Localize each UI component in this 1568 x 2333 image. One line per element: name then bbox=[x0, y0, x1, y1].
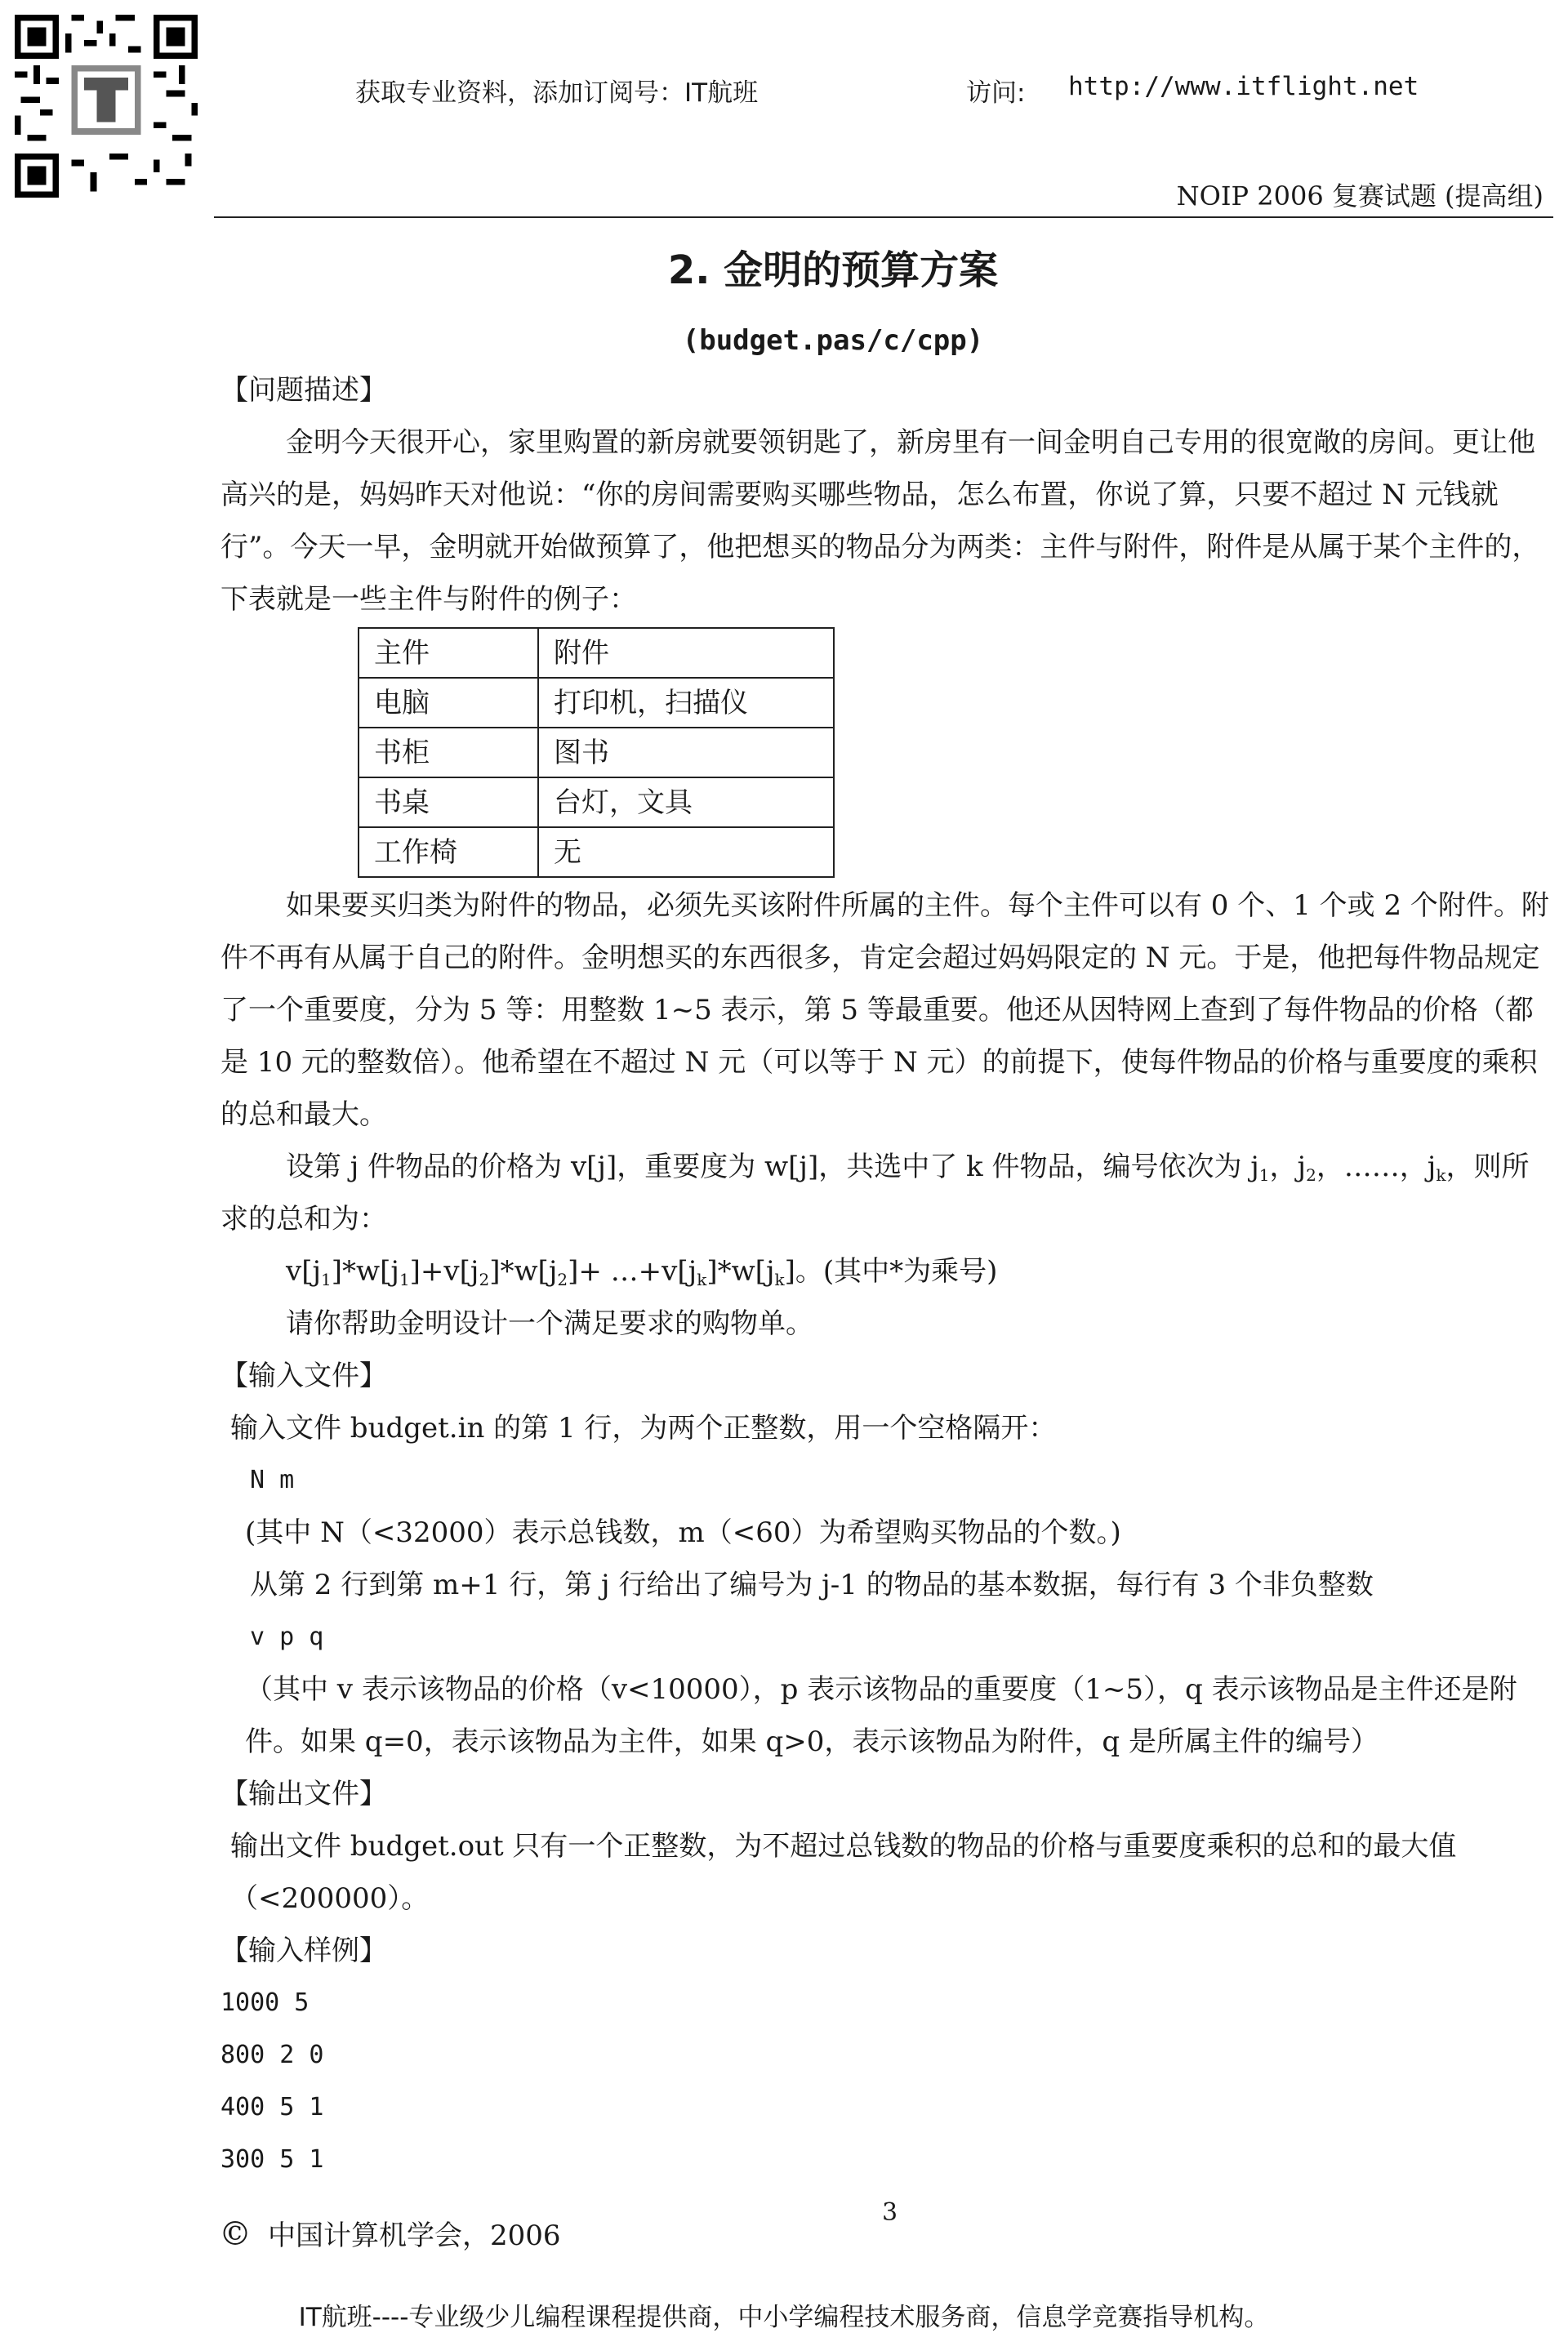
table-cell: 电脑 bbox=[359, 678, 538, 728]
input-line-1: 输入文件 budget.in 的第 1 行，为两个正整数，用一个空格隔开： bbox=[230, 1412, 1057, 1445]
header-contest-title: NOIP 2006 复赛试题 (提高组) bbox=[1176, 180, 1544, 211]
qr-code-image bbox=[15, 15, 198, 198]
description-paragraph-1: 金明今天很开心，家里购置的新房就要领钥匙了，新房里有一间金明自己专用的很宽敞的房间。更让他高兴的是，妈妈昨天对他说：“你的房间需要购买哪些物品，怎么布置，你说了算，只要不超过 N 元钱就行”。今天一早，金明就开始做预算了，他把想买的物品分为两类：主件与附件，附件是从属于某个主件的，下表就是一些主件与附件的例子： bbox=[220, 426, 1540, 616]
text-segment: ，则所求的总和为： bbox=[220, 1151, 1530, 1236]
subscript: 1 bbox=[1258, 1165, 1270, 1185]
example-table bbox=[358, 627, 835, 878]
table-cell: 书柜 bbox=[359, 728, 538, 777]
problem-body bbox=[220, 364, 1552, 2186]
header-visit-label: 访问: bbox=[966, 78, 1026, 108]
text-segment: ]*w[j bbox=[706, 1255, 775, 1288]
copyright-notice bbox=[219, 2213, 561, 2253]
table-cell: 工作椅 bbox=[359, 827, 538, 877]
input-line-6: （其中 v 表示该物品的价格（v<10000），p 表示该物品的重要度（1~5），q 表示该物品是主件还是附件。如果 q=0，表示该物品为主件，如果 q>0，表示该物品为附件，q 是所属主件的编号） bbox=[245, 1673, 1517, 1758]
text-segment: 设第 j 件物品的价格为 v[j]，重要度为 w[j]，共选中了 k 件物品，编号依次为 j bbox=[286, 1151, 1259, 1183]
table-row bbox=[359, 728, 834, 777]
text-segment: ]+ …+v[j bbox=[568, 1255, 697, 1288]
output-description: 输出文件 budget.out 只有一个正整数，为不超过总钱数的物品的价格与重要度乘积的总和的最大值（<200000）。 bbox=[230, 1830, 1457, 1915]
header-promo-text: 获取专业资料，添加订阅号：IT航班 bbox=[355, 78, 759, 108]
subscript: k bbox=[1436, 1165, 1446, 1185]
problem-title: 2. 金明的预算方案 bbox=[667, 247, 999, 293]
text-segment: v[j bbox=[286, 1255, 322, 1288]
subscript: 2 bbox=[479, 1270, 490, 1289]
table-header-cell: 主件 bbox=[359, 628, 538, 678]
subscript: 2 bbox=[1306, 1165, 1316, 1185]
section-heading-output: 【输出文件】 bbox=[220, 1778, 387, 1810]
input-line-4: 从第 2 行到第 m+1 行，第 j 行给出了编号为 j-1 的物品的基本数据，每行有 3 个非负整数 bbox=[250, 1569, 1374, 1601]
subscript: k bbox=[774, 1270, 785, 1289]
sample-input-line: 1000 5 bbox=[220, 1988, 310, 2017]
text-segment: ]。(其中*为乘号) bbox=[784, 1255, 998, 1288]
input-format-line-1: N m bbox=[250, 1466, 295, 1494]
subscript: 1 bbox=[321, 1270, 332, 1289]
text-segment: ]*w[j bbox=[489, 1255, 558, 1288]
input-line-3: (其中 N（<32000）表示总钱数，m（<60）为希望购买物品的个数。) bbox=[245, 1516, 1121, 1549]
description-paragraph-3 bbox=[220, 1141, 1552, 1245]
table-row bbox=[359, 777, 834, 827]
sample-input-line: 800 2 0 bbox=[220, 2041, 324, 2069]
table-cell: 打印机，扫描仪 bbox=[538, 678, 834, 728]
subscript: 1 bbox=[399, 1270, 410, 1289]
description-paragraph-2: 如果要买归类为附件的物品，必须先买该附件所属的主件。每个主件可以有 0 个、1 个或 2 个附件。附件不再有从属于自己的附件。金明想买的东西很多，肯定会超过妈妈限定的 N 元。于是，他把每件物品规定了一个重要度，分为 5 等：用整数 1~5 表示，第 5 等最重要。他还从因特网上查到了每件物品的价格（都是 10 元的整数倍）。他希望在不超过 N 元（可以等于 N 元）的前提下，使每件物品的价格与重要度的乘积的总和最大。 bbox=[220, 889, 1549, 1131]
subscript: k bbox=[697, 1270, 707, 1289]
section-heading-input: 【输入文件】 bbox=[220, 1360, 387, 1392]
table-cell: 无 bbox=[538, 827, 834, 877]
table-row bbox=[359, 678, 834, 728]
page-number: 3 bbox=[882, 2198, 898, 2227]
footer-promo-text: IT航班----专业级少儿编程课程提供商，中小学编程技术服务商，信息学竞赛指导机构。 bbox=[298, 2303, 1270, 2332]
table-header-row bbox=[359, 628, 834, 678]
table-header-cell: 附件 bbox=[538, 628, 834, 678]
section-heading-sample-input: 【输入样例】 bbox=[220, 1935, 387, 1967]
text-segment: ，j bbox=[1269, 1151, 1307, 1183]
header-divider bbox=[214, 216, 1553, 218]
sample-input-line: 400 5 1 bbox=[220, 2093, 324, 2122]
text-segment: ，……，j bbox=[1316, 1151, 1437, 1183]
subscript: 2 bbox=[557, 1270, 568, 1289]
table-cell: 台灯，文具 bbox=[538, 777, 834, 827]
text-segment: ]+v[j bbox=[409, 1255, 479, 1288]
table-cell: 图书 bbox=[538, 728, 834, 777]
table-row bbox=[359, 827, 834, 877]
description-paragraph-4: 请你帮助金明设计一个满足要求的购物单。 bbox=[286, 1307, 813, 1340]
table-cell: 书桌 bbox=[359, 777, 538, 827]
section-heading-description: 【问题描述】 bbox=[220, 374, 387, 407]
copyright-text: 中国计算机学会，2006 bbox=[268, 2219, 561, 2252]
input-format-line-2: v p q bbox=[250, 1623, 324, 1651]
problem-filename: (budget.pas/c/cpp) bbox=[682, 324, 984, 357]
sample-input-line: 300 5 1 bbox=[220, 2145, 324, 2174]
copyright-icon: © bbox=[219, 2215, 252, 2253]
sum-formula bbox=[220, 1245, 1552, 1298]
header-url-link[interactable]: http://www.itflight.net bbox=[1068, 72, 1419, 101]
text-segment: ]*w[j bbox=[331, 1255, 399, 1288]
